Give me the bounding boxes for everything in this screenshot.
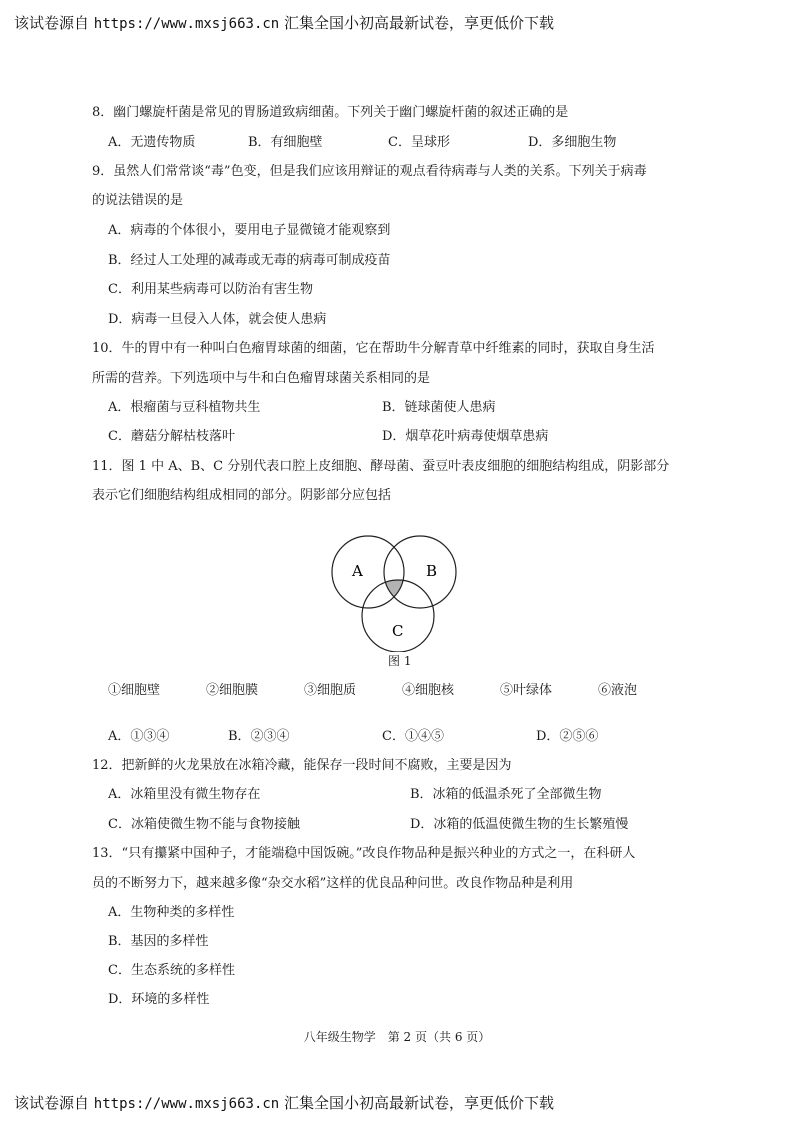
q12-option-a: A．冰箱里没有微生物存在 bbox=[108, 787, 261, 802]
q12-option-b: B．冰箱的低温杀死了全部微生物 bbox=[410, 787, 602, 802]
q8-option-b: B．有细胞壁 bbox=[248, 135, 323, 150]
q11-item-3: ③细胞质 bbox=[304, 683, 357, 698]
q11-option-c: C．①④⑤ bbox=[382, 729, 444, 744]
source-banner-bottom bbox=[14, 1092, 554, 1113]
q11-stem-line1: 11．图 1 中 A、B、C 分别代表口腔上皮细胞、酵母菌、蚕豆叶表皮细胞的细胞结构组成，阴影部分 bbox=[92, 459, 670, 474]
banner-suffix: 汇集全国小初高最新试卷，享更低价下载 bbox=[284, 1094, 555, 1112]
q8-option-d: D．多细胞生物 bbox=[528, 135, 617, 150]
source-banner-top bbox=[14, 12, 554, 33]
q9-stem-line1: 9．虽然人们常常谈“毒”色变，但是我们应该用辩证的观点看待病毒与人类的关系。下列关于病毒 bbox=[92, 164, 647, 179]
banner-prefix: 该试卷源自 bbox=[14, 1094, 90, 1112]
q11-item-1: ①细胞壁 bbox=[108, 683, 161, 698]
q10-stem-line2: 所需的营养。下列选项中与牛和白色瘤胃球菌关系相同的是 bbox=[92, 371, 431, 386]
q13-option-a: A．生物种类的多样性 bbox=[108, 905, 235, 920]
q10-option-d: D．烟草花叶病毒使烟草患病 bbox=[382, 429, 549, 444]
banner-suffix: 汇集全国小初高最新试卷，享更低价下载 bbox=[284, 14, 555, 32]
venn-diagram bbox=[330, 532, 470, 652]
banner-url[interactable]: https://www.mxsj663.cn bbox=[93, 1096, 280, 1112]
q11-item-6: ⑥液泡 bbox=[598, 683, 638, 698]
q9-option-b: B．经过人工处理的减毒或无毒的病毒可制成疫苗 bbox=[108, 253, 391, 268]
q9-option-c: C．利用某些病毒可以防治有害生物 bbox=[108, 282, 313, 297]
q11-stem-line2: 表示它们细胞结构组成相同的部分。阴影部分应包括 bbox=[92, 488, 392, 503]
q8-stem: 8．幽门螺旋杆菌是常见的胃肠道致病细菌。下列关于幽门螺旋杆菌的叙述正确的是 bbox=[92, 105, 569, 120]
q13-option-c: C．生态系统的多样性 bbox=[108, 963, 235, 978]
q11-item-4: ④细胞核 bbox=[402, 683, 455, 698]
figure-caption: 图 1 bbox=[388, 654, 412, 668]
q9-stem-line2: 的说法错误的是 bbox=[92, 193, 184, 208]
banner-url[interactable]: https://www.mxsj663.cn bbox=[93, 16, 280, 32]
q13-stem-line1: 13．“只有攥紧中国种子，才能端稳中国饭碗。”改良作物品种是振兴种业的方式之一，在科研人 bbox=[92, 846, 636, 861]
q9-option-d: D．病毒一旦侵入人体，就会使人患病 bbox=[108, 312, 327, 327]
q12-stem: 12．把新鲜的火龙果放在冰箱冷藏，能保存一段时间不腐败，主要是因为 bbox=[92, 758, 512, 773]
q11-option-b: B．②③④ bbox=[228, 729, 290, 744]
q8-option-a: A．无遗传物质 bbox=[108, 135, 196, 150]
q12-option-c: C．冰箱使微生物不能与食物接触 bbox=[108, 817, 300, 832]
q11-option-d: D．②⑤⑥ bbox=[536, 729, 599, 744]
q10-option-c: C．蘑菇分解枯枝落叶 bbox=[108, 429, 235, 444]
q12-option-d: D．冰箱的低温使微生物的生长繁殖慢 bbox=[410, 817, 629, 832]
circle-b bbox=[384, 536, 456, 608]
label-c: C bbox=[392, 622, 404, 640]
label-a: A bbox=[352, 562, 363, 580]
q8-option-c: C．呈球形 bbox=[388, 135, 450, 150]
q13-option-d: D．环境的多样性 bbox=[108, 992, 210, 1007]
q10-option-b: B．链球菌使人患病 bbox=[382, 400, 496, 415]
q11-option-a: A．①③④ bbox=[108, 729, 170, 744]
q13-stem-line2: 员的不断努力下，越来越多像“杂交水稻”这样的优良品种问世。改良作物品种是利用 bbox=[92, 876, 574, 891]
label-b: B bbox=[426, 562, 438, 580]
q9-option-a: A．病毒的个体很小，要用电子显微镜才能观察到 bbox=[108, 223, 391, 238]
q10-option-a: A．根瘤菌与豆科植物共生 bbox=[108, 400, 261, 415]
q10-stem-line1: 10．牛的胃中有一种叫白色瘤胃球菌的细菌，它在帮助牛分解青草中纤维素的同时，获取自身生活 bbox=[92, 341, 655, 356]
banner-prefix: 该试卷源自 bbox=[14, 14, 90, 32]
q13-option-b: B．基因的多样性 bbox=[108, 934, 209, 949]
q11-item-5: ⑤叶绿体 bbox=[500, 683, 553, 698]
q11-item-2: ②细胞膜 bbox=[206, 683, 259, 698]
page-footer: 八年级生物学 第 2 页（共 6 页） bbox=[303, 1030, 491, 1044]
